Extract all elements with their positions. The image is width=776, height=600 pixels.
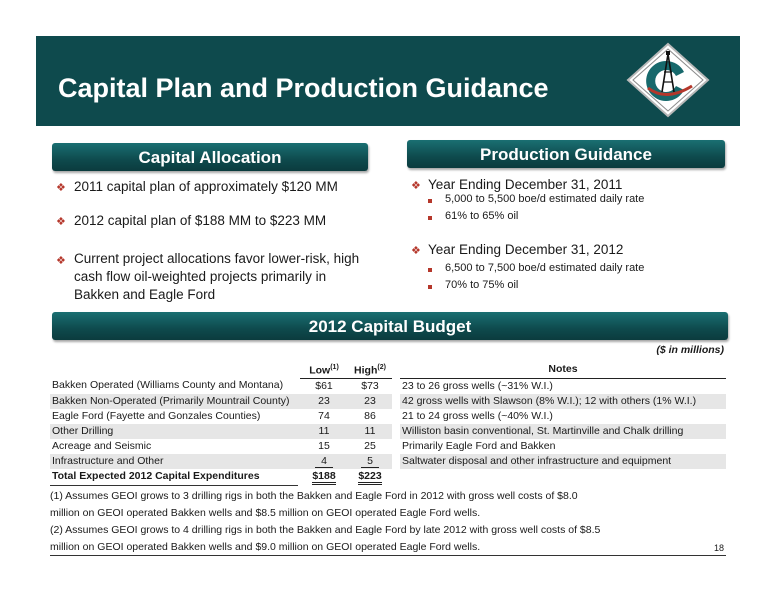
row-high: 86: [364, 409, 376, 422]
row-high: $73: [361, 379, 379, 392]
capital-bullet-2012: 2012 capital plan of $188 MM to $223 MM: [74, 213, 327, 228]
row-high: 11: [348, 424, 396, 439]
guidance-2012-heading: Year Ending December 31, 2012: [428, 242, 624, 257]
slide-title: Capital Plan and Production Guidance: [58, 73, 549, 103]
table-row: [50, 409, 726, 424]
row-label: Other Drilling: [50, 424, 300, 439]
bullet-diamond-icon: ❖: [411, 245, 421, 257]
total-label: Total Expected 2012 Capital Expenditures: [52, 469, 260, 482]
budget-units-label: ($ in millions): [656, 344, 724, 356]
square-bullet-icon: [428, 199, 432, 203]
row-notes: Primarily Eagle Ford and Bakken: [396, 439, 726, 454]
table-row: [50, 394, 726, 409]
square-bullet-icon: [428, 216, 432, 220]
capital-bullet-allocations-line2: cash flow oil-weighted projects primarily in: [74, 269, 327, 284]
capital-allocation-header: Capital Allocation: [52, 143, 368, 171]
row-low: 4: [300, 454, 348, 469]
footnote-1-line2: million on GEOI operated Bakken wells and $8.5 million on GEOI operated Eagle Ford wells.: [50, 507, 481, 519]
row-low: 74: [318, 409, 330, 422]
row-notes: Saltwater disposal and other infrastructure and equipment: [396, 454, 726, 469]
total-row: [50, 469, 726, 484]
guidance-2011-item-oil: 61% to 65% oil: [445, 210, 519, 222]
footnote-2-line1: (2) Assumes GEOI grows to 4 drilling rigs in both the Bakken and Eagle Ford by late 2012 with gross well costs of $8.5: [50, 524, 601, 536]
footnote-divider: [50, 485, 298, 486]
total-low: $188: [300, 469, 348, 484]
bullet-diamond-icon: ❖: [56, 216, 66, 228]
high-column-header: High$^{(2)}$: [348, 361, 396, 378]
row-high: 25: [364, 439, 376, 452]
capital-bullet-2011: 2011 capital plan of approximately $120 MM: [74, 179, 338, 194]
table-row: [50, 378, 726, 394]
guidance-2012-item-rate: 6,500 to 7,500 boe/d estimated daily rate: [445, 262, 645, 274]
table-row: [50, 439, 726, 454]
bullet-diamond-icon: ❖: [56, 182, 66, 194]
row-label: Infrastructure and Other: [50, 454, 300, 469]
bottom-rule: [50, 555, 726, 556]
capital-bullet-allocations-line3: Bakken and Eagle Ford: [74, 287, 216, 302]
footnote-2-line2: million on GEOI operated Bakken wells and $9.0 million on GEOI operated Eagle Ford wells.: [50, 541, 481, 553]
low-column-header: Low$^{(1)}$: [300, 361, 348, 378]
capital-budget-header: 2012 Capital Budget: [52, 312, 728, 340]
row-label: Bakken Operated (Williams County and Montana): [52, 379, 284, 392]
company-logo: [626, 42, 710, 118]
table-row: [50, 424, 726, 439]
capital-budget-table: [50, 361, 726, 484]
notes-column-header: Notes: [396, 361, 726, 378]
row-label: Eagle Ford (Fayette and Gonzales Counties): [52, 409, 261, 422]
row-notes: 21 to 24 gross wells (~40% W.I.): [396, 409, 726, 424]
budget-header-row: [50, 361, 726, 378]
row-notes: Williston basin conventional, St. Martinville and Chalk drilling: [396, 424, 726, 439]
table-row: [50, 454, 726, 469]
row-low: 11: [300, 424, 348, 439]
row-low: 15: [318, 439, 330, 452]
row-high: 5: [348, 454, 396, 469]
capital-bullet-allocations-line1: Current project allocations favor lower-risk, high: [74, 251, 360, 266]
total-high: $223: [348, 469, 396, 484]
row-notes: 23 to 26 gross wells (~31% W.I.): [396, 378, 726, 394]
square-bullet-icon: [428, 268, 432, 272]
row-high: 23: [348, 394, 396, 409]
row-low: $61: [315, 379, 333, 392]
footnote-1-line1: (1) Assumes GEOI grows to 3 drilling rigs in both the Bakken and Eagle Ford in 2012 with gross well costs of $8.0: [50, 490, 578, 502]
guidance-2011-heading: Year Ending December 31, 2011: [428, 177, 623, 192]
square-bullet-icon: [428, 285, 432, 289]
guidance-2011-item-rate: 5,000 to 5,500 boe/d estimated daily rate: [445, 193, 645, 205]
guidance-2012-item-oil: 70% to 75% oil: [445, 279, 519, 291]
production-guidance-header: Production Guidance: [407, 140, 725, 168]
page-number: 18: [713, 543, 724, 553]
bullet-diamond-icon: ❖: [56, 255, 66, 267]
row-label: Acreage and Seismic: [52, 439, 152, 452]
bullet-diamond-icon: ❖: [411, 180, 421, 192]
row-notes: 42 gross wells with Slawson (8% W.I.); 12 with others (1% W.I.): [396, 394, 726, 409]
row-low: 23: [300, 394, 348, 409]
row-label: Bakken Non-Operated (Primarily Mountrail County): [50, 394, 300, 409]
